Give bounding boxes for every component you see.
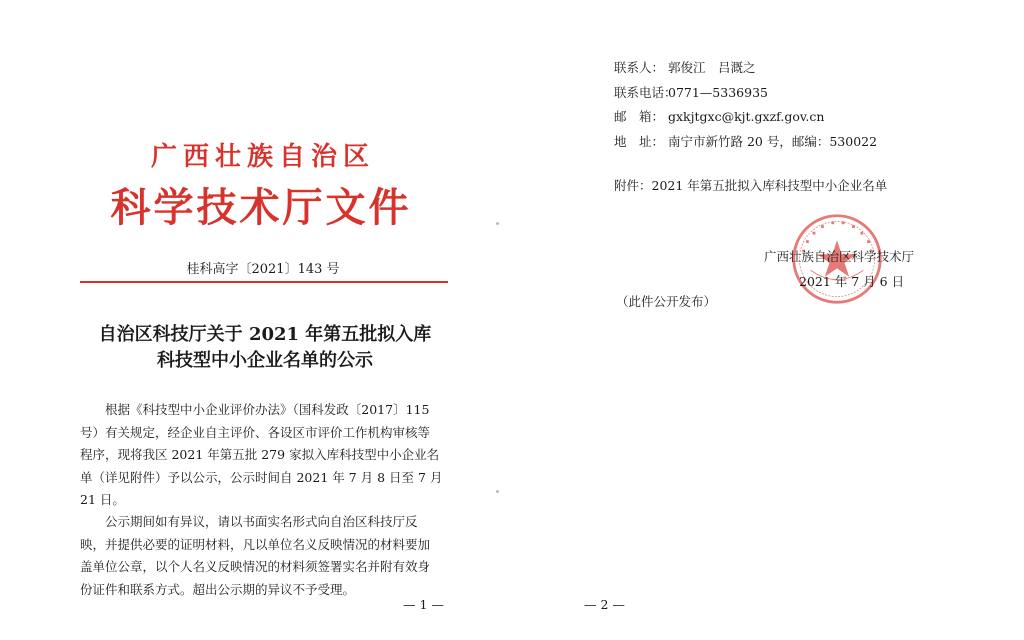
page-number: — 2 — xyxy=(584,597,625,612)
signing-date: 2021 年 7 月 6 日 xyxy=(799,274,905,289)
title-line: 科技型中小企业名单的公示 xyxy=(157,350,373,371)
paragraph-line: 映，并提供必要的证明材料，凡以单位名义反映情况的材料要加 xyxy=(80,536,431,552)
paragraph-line: 号）有关规定，经企业自主评价、各设区市评价工作机构审核等 xyxy=(80,424,431,440)
document-title xyxy=(60,322,470,374)
contact-label: 邮 箱： xyxy=(614,109,665,124)
signing-authority: 广西壮族自治区科学技术厅 xyxy=(764,249,915,264)
contact-phone-row xyxy=(614,81,877,106)
contact-email-row xyxy=(614,105,877,130)
paragraph-line: 盖单位公章，以个人名义反映情况的材料须签署实名并附有效身 xyxy=(80,559,431,574)
body-paragraph-2 xyxy=(80,511,450,601)
paragraph-line: 根据《科技型中小企业评价办法》（国科发政〔2017〕115 xyxy=(80,402,430,417)
binding-mark xyxy=(496,222,499,225)
contact-value: 0771—5336935 xyxy=(668,84,768,100)
body-paragraph-1 xyxy=(80,399,450,512)
contact-label: 联系人： xyxy=(614,60,665,75)
paragraph-line: 程序，现将我区 2021 年第五批 279 家拟入库科技型中小企业名 xyxy=(80,447,440,462)
contact-value: 郭俊江 吕溉之 xyxy=(668,60,756,75)
red-divider xyxy=(80,281,448,283)
issuer-header-line2: 科学技术厅文件 xyxy=(110,184,412,231)
document-page-2 xyxy=(512,0,1024,640)
publish-note: （此件公开发布） xyxy=(616,294,717,309)
paragraph-line: 21 日。 xyxy=(80,492,125,507)
issuer-header-line1: 广西壮族自治区 xyxy=(150,142,375,172)
paragraph-line: 公示期间如有异议，请以书面实名形式向自治区科技厅反 xyxy=(80,514,418,529)
contact-address-row xyxy=(614,130,877,155)
contact-label: 地 址： xyxy=(614,133,665,149)
attachment-note: 附件：2021 年第五批拟入库科技型中小企业名单 xyxy=(614,178,888,193)
paragraph-line: 单（详见附件）予以公示，公示时间自 2021 年 7 月 8 日至 7 月 xyxy=(80,469,443,485)
contact-block xyxy=(614,56,877,154)
contact-person-row xyxy=(614,56,877,81)
paragraph-line: 份证件和联系方式。超出公示期的异议不予受理。 xyxy=(80,581,356,597)
page-number: — 1 — xyxy=(403,597,444,612)
contact-label: 联系电话： xyxy=(614,84,677,100)
binding-mark xyxy=(496,490,499,493)
contact-value: 南宁市新竹路 20 号，邮编：530022 xyxy=(668,133,878,149)
document-number: 桂科高字〔2021〕143 号 xyxy=(186,262,340,277)
title-line: 自治区科技厅关于 2021 年第五批拟入库 xyxy=(98,324,432,345)
contact-value: gxkjtgxc@kjt.gxzf.gov.cn xyxy=(668,109,825,124)
